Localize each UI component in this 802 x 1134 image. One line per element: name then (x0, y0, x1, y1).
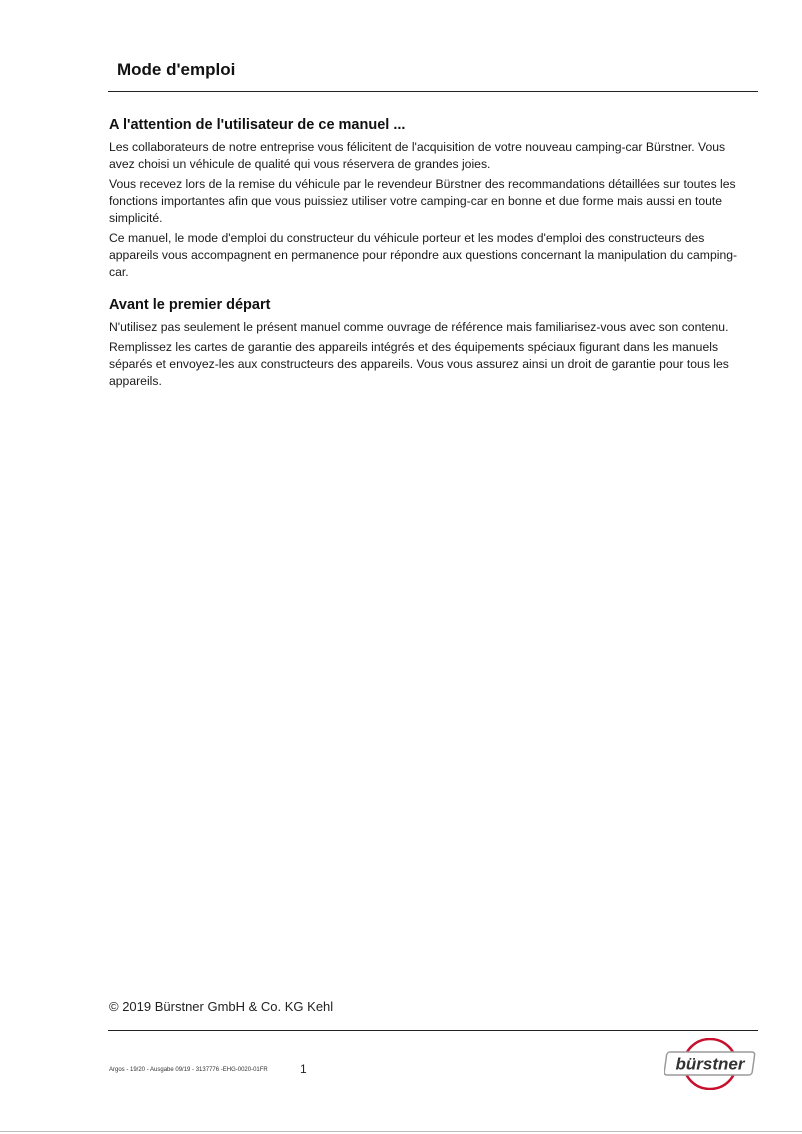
page-title: Mode d'emploi (117, 60, 236, 79)
logo-text: bürstner (675, 1054, 745, 1074)
paragraph: N'utilisez pas seulement le présent manuel comme ouvrage de référence mais familiarisez-vous avec son contenu. (109, 320, 729, 334)
header-divider (108, 91, 758, 92)
copyright-notice: © 2019 Bürstner GmbH & Co. KG Kehl (109, 999, 334, 1014)
burstner-logo (664, 1038, 756, 1090)
section-heading: A l'attention de l'utilisateur de ce manuel ... (109, 117, 406, 133)
footer-divider (108, 1030, 758, 1031)
page-number: 1 (300, 1062, 307, 1076)
section-before-first-departure (109, 297, 754, 390)
paragraph: Vous recevez lors de la remise du véhicule par le revendeur Bürstner des recommandations détaillées sur toutes les fonctions importantes afin que vous puissiez utiliser votre camping-car en bonne et due forme mais aussi en toute simplicité. (109, 177, 736, 225)
document-body (109, 117, 754, 393)
section-user-attention (109, 117, 754, 281)
paragraph: Les collaborateurs de notre entreprise vous félicitent de l'acquisition de votre nouveau camping-car Bürstner. Vous avez choisi un véhicule de qualité qui vous réservera de grandes joies. (109, 140, 726, 171)
paragraph: Ce manuel, le mode d'emploi du constructeur du véhicule porteur et les modes d'emploi des constructeurs des appareils vous accompagnent en permanence pour répondre aux questions concernant la manipulation du camping-car. (109, 231, 738, 279)
paragraph: Remplissez les cartes de garantie des appareils intégrés et des équipements spéciaux figurant dans les manuels séparés et envoyez-les aux constructeurs des appareils. Vous vous assurez ainsi un droit de garantie pour tous les appareils. (109, 340, 729, 388)
page-bottom-edge (0, 1131, 802, 1132)
document-reference: Argos - 19/20 - Ausgabe 09/19 - 3137776 -EHG-0020-01FR (109, 1067, 268, 1073)
section-heading: Avant le premier départ (109, 297, 271, 313)
